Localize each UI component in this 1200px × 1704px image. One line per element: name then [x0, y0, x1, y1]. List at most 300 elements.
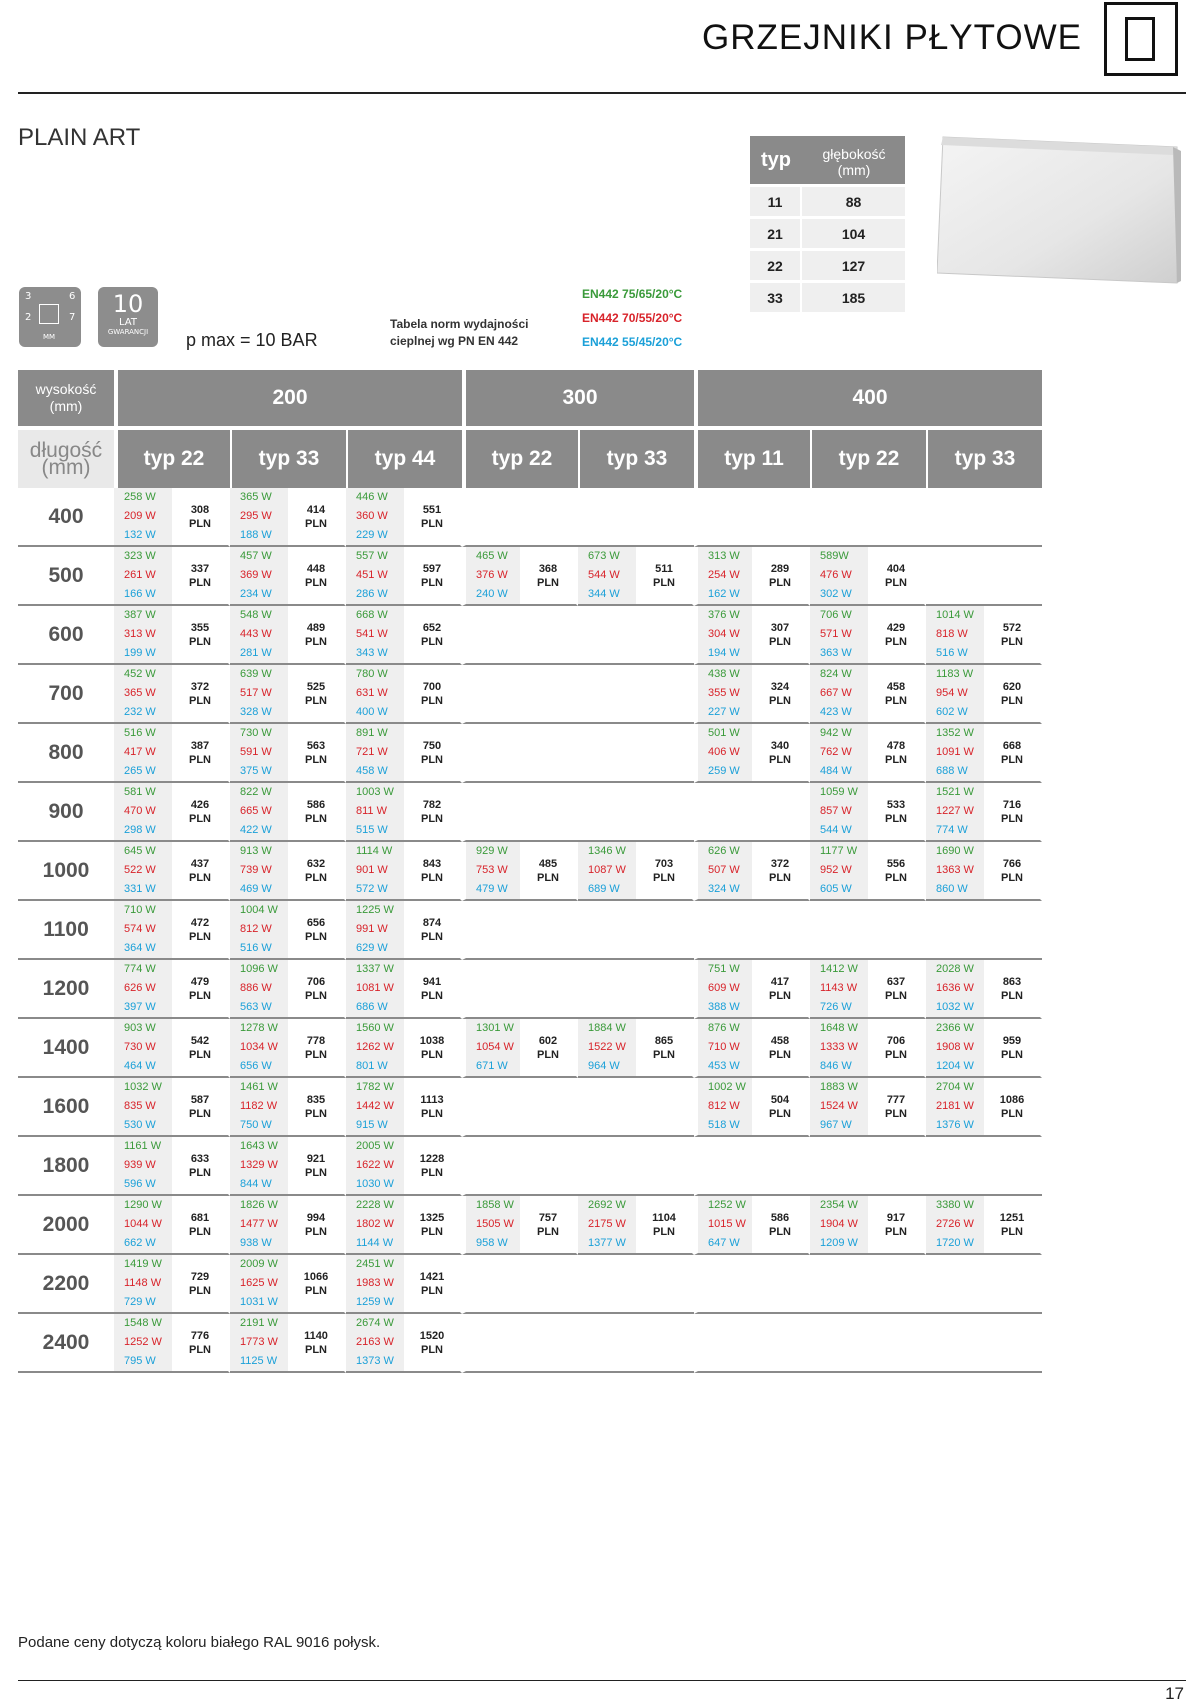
footer-divider	[18, 1680, 1186, 1681]
output-cell	[694, 1196, 752, 1255]
empty-cell	[926, 901, 984, 960]
empty-cell	[520, 665, 578, 724]
price-cell	[172, 1137, 230, 1196]
price-footnote: Podane ceny dotyczą koloru białego RAL 9016 połysk.	[18, 1634, 381, 1651]
price-cell	[404, 842, 462, 901]
output-75-65: 876 W	[708, 1022, 740, 1034]
output-75-65: 387 W	[124, 609, 156, 621]
output-55-45: 286 W	[356, 588, 388, 600]
output-75-65: 1346 W	[588, 845, 626, 857]
output-70-55: 901 W	[356, 864, 388, 876]
price-value: 637	[886, 975, 906, 988]
price-value: 1104	[652, 1211, 676, 1224]
output-55-45: 162 W	[708, 588, 740, 600]
output-75-65: 1858 W	[476, 1199, 514, 1211]
radiator-image	[937, 133, 1183, 285]
output-cell	[694, 724, 752, 783]
output-70-55: 1622 W	[356, 1159, 394, 1171]
table-row	[18, 960, 1042, 1019]
output-70-55: 811 W	[356, 805, 387, 817]
output-70-55: 886 W	[240, 982, 272, 994]
table-row	[18, 1255, 1042, 1314]
output-70-55: 2163 W	[356, 1336, 394, 1348]
price-value: 511	[655, 562, 673, 575]
price-value: 586	[770, 1211, 790, 1224]
price-cell	[172, 488, 230, 547]
price-cell	[288, 783, 346, 842]
price-cell	[404, 1255, 462, 1314]
output-cell	[810, 1078, 868, 1137]
output-cell	[926, 724, 984, 783]
price-cell	[868, 606, 926, 665]
price-unit: PLN	[189, 930, 211, 943]
depth-table	[750, 136, 905, 312]
price-cell	[752, 665, 810, 724]
price-value: 372	[770, 857, 790, 870]
empty-cell	[462, 1137, 520, 1196]
output-55-45: 860 W	[936, 883, 968, 895]
max-pressure-label: p max = 10 BAR	[186, 330, 318, 350]
price-cell	[984, 842, 1042, 901]
empty-cell	[636, 1314, 694, 1373]
table-row	[18, 724, 1042, 783]
output-75-65: 710 W	[124, 904, 156, 916]
output-70-55: 954 W	[936, 687, 968, 699]
output-55-45: 331 W	[124, 883, 156, 895]
length-value: 2400	[18, 1314, 114, 1373]
price-unit: PLN	[1001, 871, 1023, 884]
empty-cell	[578, 665, 636, 724]
price-unit: PLN	[885, 989, 907, 1002]
length-value: 1100	[18, 901, 114, 960]
output-cell	[694, 1078, 752, 1137]
output-75-65: 1560 W	[356, 1022, 394, 1034]
price-value: 368	[538, 562, 558, 575]
output-55-45: 958 W	[476, 1237, 508, 1249]
empty-cell	[462, 606, 520, 665]
output-75-65: 626 W	[708, 845, 740, 857]
output-75-65: 1412 W	[820, 963, 858, 975]
output-70-55: 574 W	[124, 923, 156, 935]
output-75-65: 2228 W	[356, 1199, 394, 1211]
empty-cell	[810, 901, 868, 960]
output-70-55: 1182 W	[240, 1100, 278, 1112]
output-55-45: 1030 W	[356, 1178, 394, 1190]
price-cell	[404, 488, 462, 547]
type-header: typ 22	[462, 426, 578, 488]
output-cell	[346, 842, 404, 901]
output-cell	[114, 665, 172, 724]
empty-cell	[578, 724, 636, 783]
empty-cell	[520, 783, 578, 842]
price-value: 633	[190, 1152, 210, 1165]
output-70-55: 376 W	[476, 569, 508, 581]
output-70-55: 1143 W	[820, 982, 858, 994]
output-cell	[114, 842, 172, 901]
price-unit: PLN	[189, 871, 211, 884]
price-unit: PLN	[1001, 694, 1023, 707]
empty-cell	[462, 1078, 520, 1137]
price-cell	[288, 1019, 346, 1078]
price-cell	[288, 960, 346, 1019]
output-70-55: 1983 W	[356, 1277, 394, 1289]
output-cell	[346, 901, 404, 960]
output-70-55: 1262 W	[356, 1041, 394, 1053]
output-70-55: 261 W	[124, 569, 156, 581]
empty-cell	[636, 665, 694, 724]
type-header: typ 11	[694, 426, 810, 488]
output-75-65: 1003 W	[356, 786, 394, 798]
output-cell	[114, 1255, 172, 1314]
output-55-45: 647 W	[708, 1237, 740, 1249]
output-cell	[346, 488, 404, 547]
output-55-45: 458 W	[356, 765, 388, 777]
empty-cell	[636, 488, 694, 547]
output-70-55: 665 W	[240, 805, 272, 817]
price-cell	[404, 665, 462, 724]
output-cell	[810, 1196, 868, 1255]
output-75-65: 1461 W	[240, 1081, 278, 1093]
output-cell	[346, 724, 404, 783]
price-value: 865	[654, 1034, 674, 1047]
depth-type: 22	[750, 248, 802, 280]
table-row	[18, 665, 1042, 724]
output-70-55: 406 W	[708, 746, 740, 758]
output-70-55: 1034 W	[240, 1041, 278, 1053]
empty-cell	[868, 1255, 926, 1314]
type-header: typ 33	[578, 426, 694, 488]
output-cell	[230, 1137, 288, 1196]
output-70-55: 1015 W	[708, 1218, 746, 1230]
empty-cell	[694, 488, 752, 547]
price-cell	[288, 665, 346, 724]
output-75-65: 557 W	[356, 550, 388, 562]
empty-cell	[462, 783, 520, 842]
empty-cell	[636, 1078, 694, 1137]
price-value: 308	[190, 503, 210, 516]
price-cell	[404, 1314, 462, 1373]
price-cell	[288, 724, 346, 783]
table-row	[18, 547, 1042, 606]
price-cell	[636, 842, 694, 901]
output-cell	[694, 606, 752, 665]
output-cell	[694, 842, 752, 901]
output-55-45: 132 W	[124, 529, 156, 541]
output-cell	[810, 724, 868, 783]
price-value: 835	[306, 1093, 326, 1106]
depth-type: 21	[750, 216, 802, 248]
output-70-55: 1773 W	[240, 1336, 278, 1348]
price-unit: PLN	[769, 1048, 791, 1061]
output-75-65: 589W	[820, 550, 849, 562]
price-unit: PLN	[1001, 1225, 1023, 1238]
price-unit: PLN	[885, 812, 907, 825]
output-70-55: 1802 W	[356, 1218, 394, 1230]
wall-spacing-icon: 3 6 2 7 MM	[19, 287, 81, 347]
table-row	[18, 606, 1042, 665]
output-70-55: 818 W	[936, 628, 968, 640]
empty-cell	[810, 488, 868, 547]
output-70-55: 1904 W	[820, 1218, 858, 1230]
output-70-55: 1054 W	[476, 1041, 514, 1053]
output-cell	[230, 665, 288, 724]
price-cell	[868, 842, 926, 901]
output-75-65: 942 W	[820, 727, 852, 739]
output-75-65: 1059 W	[820, 786, 858, 798]
price-cell	[172, 606, 230, 665]
output-75-65: 548 W	[240, 609, 272, 621]
price-value: 994	[306, 1211, 326, 1224]
empty-cell	[578, 1255, 636, 1314]
output-cell	[926, 1019, 984, 1078]
price-cell	[288, 1196, 346, 1255]
price-unit: PLN	[421, 517, 443, 530]
output-55-45: 629 W	[356, 942, 388, 954]
price-cell	[288, 1137, 346, 1196]
output-55-45: 302 W	[820, 588, 852, 600]
empty-cell	[462, 724, 520, 783]
empty-cell	[578, 783, 636, 842]
output-cell	[230, 1019, 288, 1078]
empty-cell	[926, 547, 984, 606]
empty-cell	[636, 960, 694, 1019]
price-value: 417	[770, 975, 790, 988]
type-header: typ 33	[926, 426, 1042, 488]
price-unit: PLN	[305, 871, 327, 884]
price-value: 587	[190, 1093, 210, 1106]
price-unit: PLN	[769, 1225, 791, 1238]
price-cell	[752, 606, 810, 665]
price-cell	[984, 665, 1042, 724]
price-cell	[868, 1196, 926, 1255]
empty-cell	[520, 901, 578, 960]
price-value: 766	[1002, 857, 1022, 870]
price-value: 340	[770, 739, 790, 752]
price-value: 572	[1002, 621, 1022, 634]
output-70-55: 365 W	[124, 687, 156, 699]
output-cell	[694, 960, 752, 1019]
output-75-65: 2692 W	[588, 1199, 626, 1211]
output-55-45: 1377 W	[588, 1237, 626, 1249]
output-cell	[230, 1314, 288, 1373]
length-value: 1400	[18, 1019, 114, 1078]
product-name: PLAIN ART	[18, 124, 141, 151]
output-55-45: 572 W	[356, 883, 388, 895]
output-70-55: 304 W	[708, 628, 740, 640]
output-55-45: 227 W	[708, 706, 740, 718]
output-55-45: 656 W	[240, 1060, 272, 1072]
empty-cell	[694, 783, 752, 842]
norm-table-title: Tabela norm wydajności cieplnej wg PN EN 442	[390, 317, 529, 348]
length-value: 1200	[18, 960, 114, 1019]
output-75-65: 645 W	[124, 845, 156, 857]
price-value: 597	[422, 562, 442, 575]
output-55-45: 1031 W	[240, 1296, 278, 1308]
price-unit: PLN	[189, 1107, 211, 1120]
output-70-55: 451 W	[356, 569, 388, 581]
output-75-65: 668 W	[356, 609, 388, 621]
output-cell	[114, 724, 172, 783]
output-75-65: 457 W	[240, 550, 272, 562]
output-70-55: 626 W	[124, 982, 156, 994]
price-unit: PLN	[305, 576, 327, 589]
price-unit: PLN	[305, 694, 327, 707]
price-cell	[172, 1019, 230, 1078]
output-cell	[462, 1196, 520, 1255]
empty-cell	[868, 901, 926, 960]
price-cell	[172, 1078, 230, 1137]
table-row	[18, 488, 1042, 547]
price-unit: PLN	[189, 812, 211, 825]
price-cell	[404, 1078, 462, 1137]
empty-cell	[462, 1255, 520, 1314]
output-55-45: 801 W	[356, 1060, 388, 1072]
output-70-55: 762 W	[820, 746, 852, 758]
output-75-65: 452 W	[124, 668, 156, 680]
price-value: 1140	[304, 1329, 328, 1342]
depth-type: 11	[750, 184, 802, 216]
price-cell	[404, 783, 462, 842]
empty-cell	[926, 1255, 984, 1314]
price-cell	[984, 724, 1042, 783]
length-value: 1600	[18, 1078, 114, 1137]
output-70-55: 541 W	[356, 628, 388, 640]
output-70-55: 1636 W	[936, 982, 974, 994]
price-unit: PLN	[653, 576, 675, 589]
price-cell	[984, 1078, 1042, 1137]
output-cell	[810, 783, 868, 842]
empty-cell	[520, 1078, 578, 1137]
price-cell	[288, 547, 346, 606]
price-value: 504	[770, 1093, 790, 1106]
price-unit: PLN	[769, 576, 791, 589]
height-200: 200	[114, 370, 462, 426]
depth-table-row	[750, 184, 905, 216]
output-70-55: 360 W	[356, 510, 388, 522]
empty-cell	[462, 665, 520, 724]
price-unit: PLN	[305, 812, 327, 825]
output-55-45: 1032 W	[936, 1001, 974, 1013]
output-70-55: 939 W	[124, 1159, 156, 1171]
output-cell	[346, 1078, 404, 1137]
price-unit: PLN	[421, 694, 443, 707]
price-unit: PLN	[1001, 989, 1023, 1002]
price-value: 387	[190, 739, 210, 752]
price-value: 1325	[419, 1211, 445, 1224]
output-75-65: 1161 W	[124, 1140, 162, 1152]
price-cell	[984, 1019, 1042, 1078]
price-value: 324	[770, 680, 790, 693]
output-70-55: 739 W	[240, 864, 272, 876]
empty-cell	[810, 1255, 868, 1314]
output-cell	[230, 842, 288, 901]
output-70-55: 470 W	[124, 805, 156, 817]
price-unit: PLN	[885, 635, 907, 648]
empty-cell	[520, 606, 578, 665]
price-value: 1251	[999, 1211, 1025, 1224]
output-cell	[346, 665, 404, 724]
price-cell	[172, 1255, 230, 1314]
output-75-65: 1643 W	[240, 1140, 278, 1152]
depth-table-row	[750, 280, 905, 312]
table-row	[18, 1314, 1042, 1373]
empty-cell	[520, 1314, 578, 1373]
length-header: długość (mm)	[18, 426, 114, 488]
output-75-65: 1782 W	[356, 1081, 394, 1093]
empty-cell	[810, 1314, 868, 1373]
output-55-45: 1125 W	[240, 1355, 278, 1367]
output-75-65: 1419 W	[124, 1258, 162, 1270]
output-cell	[114, 1196, 172, 1255]
output-75-65: 2451 W	[356, 1258, 394, 1270]
price-unit: PLN	[1001, 753, 1023, 766]
empty-cell	[926, 1314, 984, 1373]
output-75-65: 929 W	[476, 845, 508, 857]
output-75-65: 824 W	[820, 668, 852, 680]
price-cell	[984, 960, 1042, 1019]
price-value: 863	[1002, 975, 1022, 988]
price-cell	[404, 901, 462, 960]
depth-table-row	[750, 248, 905, 280]
empty-cell	[984, 1314, 1042, 1373]
empty-cell	[462, 488, 520, 547]
price-value: 700	[422, 680, 442, 693]
empty-cell	[636, 606, 694, 665]
price-value: 782	[422, 798, 442, 811]
price-cell	[172, 842, 230, 901]
price-cell	[868, 960, 926, 1019]
price-unit: PLN	[305, 635, 327, 648]
output-cell	[810, 547, 868, 606]
empty-cell	[462, 1314, 520, 1373]
price-cell	[288, 1314, 346, 1373]
length-value: 800	[18, 724, 114, 783]
length-value: 2200	[18, 1255, 114, 1314]
price-unit: PLN	[537, 576, 559, 589]
output-cell	[346, 1255, 404, 1314]
output-75-65: 313 W	[708, 550, 740, 562]
price-cell	[636, 1196, 694, 1255]
empty-cell	[752, 783, 810, 842]
price-unit: PLN	[189, 576, 211, 589]
output-70-55: 991 W	[356, 923, 388, 935]
norm-green-legend: EN442 75/65/20°C	[582, 287, 683, 301]
output-75-65: 913 W	[240, 845, 272, 857]
output-cell	[114, 960, 172, 1019]
table-row	[18, 1019, 1042, 1078]
brand-logo-icon	[1104, 2, 1178, 76]
price-unit: PLN	[305, 1048, 327, 1061]
price-unit: PLN	[769, 753, 791, 766]
table-row	[18, 1137, 1042, 1196]
output-55-45: 530 W	[124, 1119, 156, 1131]
output-70-55: 369 W	[240, 569, 272, 581]
output-75-65: 1177 W	[820, 845, 858, 857]
output-cell	[114, 1078, 172, 1137]
price-unit: PLN	[421, 1225, 443, 1238]
price-unit: PLN	[769, 635, 791, 648]
output-75-65: 1032 W	[124, 1081, 162, 1093]
price-unit: PLN	[885, 576, 907, 589]
output-70-55: 667 W	[820, 687, 852, 699]
length-value: 1800	[18, 1137, 114, 1196]
price-cell	[868, 783, 926, 842]
output-55-45: 729 W	[124, 1296, 156, 1308]
output-55-45: 484 W	[820, 765, 852, 777]
output-cell	[926, 960, 984, 1019]
price-value: 750	[422, 739, 442, 752]
output-cell	[114, 488, 172, 547]
